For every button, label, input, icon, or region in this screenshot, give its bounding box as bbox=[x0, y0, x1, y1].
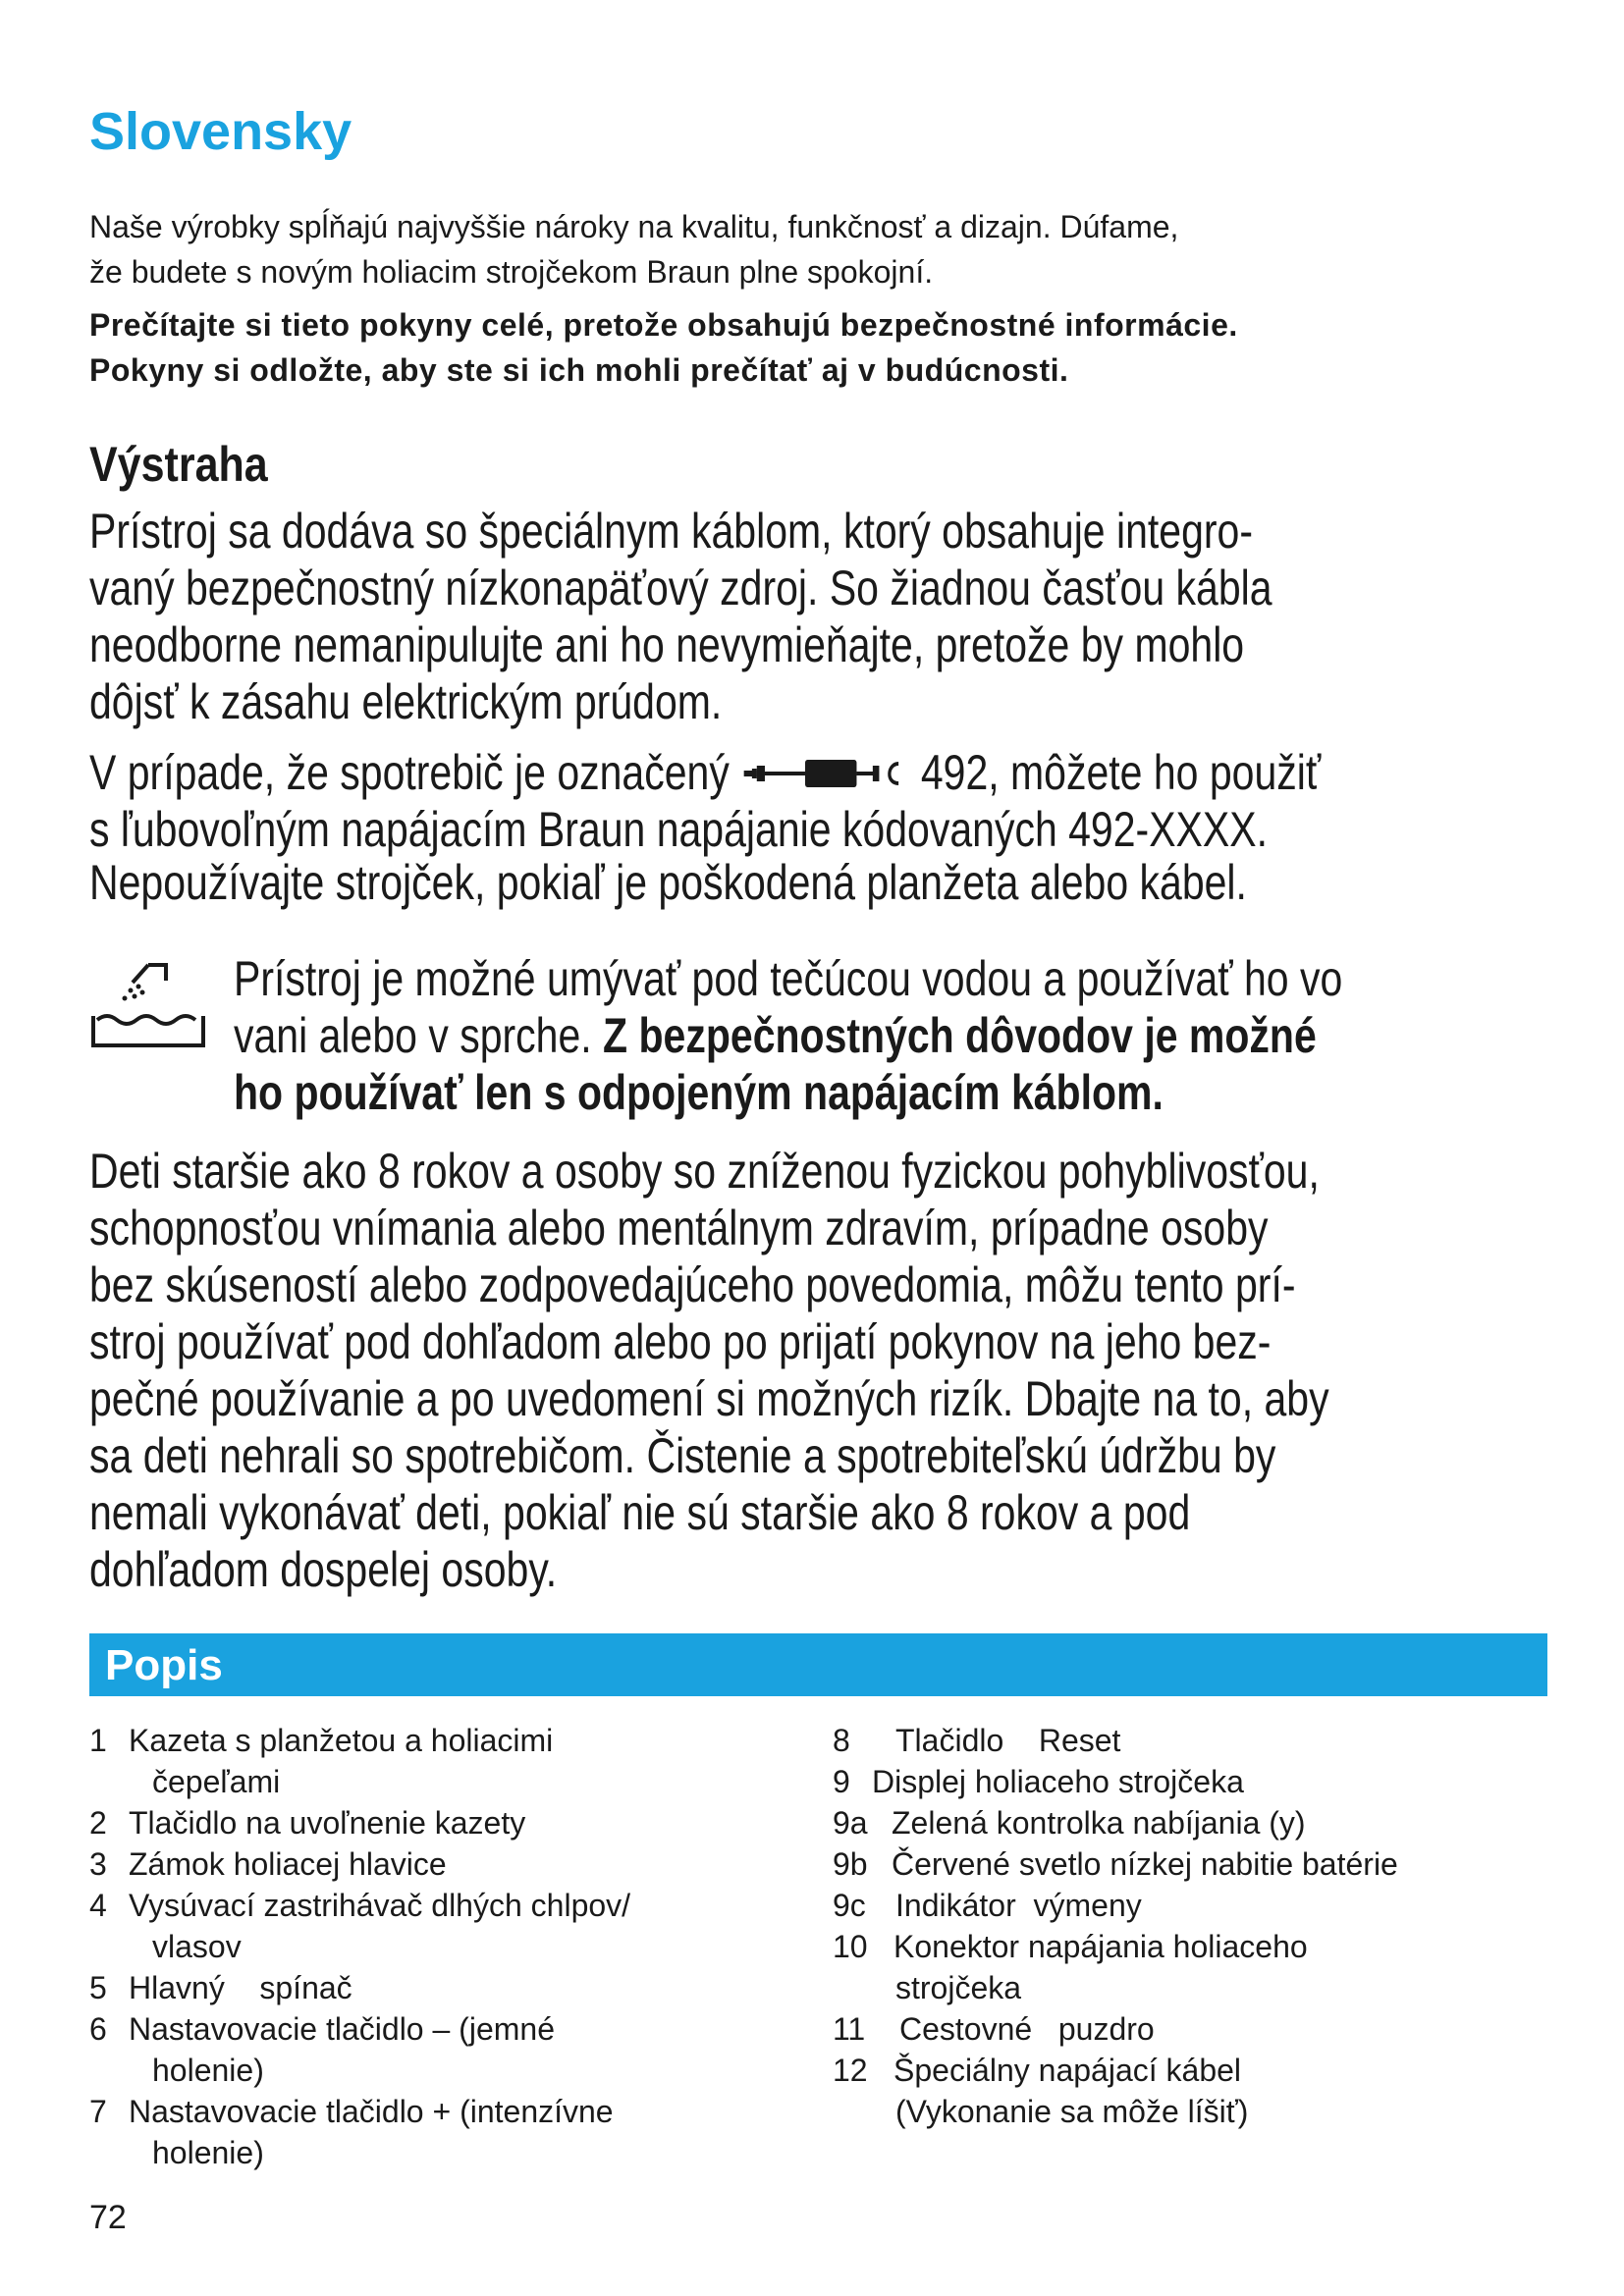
text-line: bez skúseností alebo zodpovedajúceho povedomia, môžu tento prí- bbox=[89, 1257, 1296, 1312]
part-number: 2 bbox=[89, 1805, 107, 1841]
part-label: Tlačidlo na uvoľnenie kazety bbox=[129, 1805, 526, 1841]
warning-paragraph-4 bbox=[234, 950, 1342, 1121]
part-number: 9c bbox=[833, 1888, 866, 1923]
text-segment: V prípade, že spotrebič je označený bbox=[89, 745, 730, 800]
text-line: Prístroj je možné umývať pod tečúcou vodou a používať ho vo bbox=[234, 951, 1343, 1006]
intro-bold-text bbox=[89, 302, 1523, 393]
text-line: stroj používať pod dohľadom alebo po prijatí pokynov na jeho bez- bbox=[89, 1314, 1272, 1369]
part-label-continued: holenie) bbox=[152, 2053, 264, 2088]
part-number: 9b bbox=[833, 1846, 868, 1882]
part-item bbox=[833, 1885, 1398, 1926]
part-number: 3 bbox=[89, 1846, 107, 1882]
part-label: Červené svetlo nízkej nabitie batérie bbox=[892, 1846, 1398, 1882]
part-number: 12 bbox=[833, 2053, 868, 2088]
part-item bbox=[89, 2008, 630, 2091]
part-label-continued: (Vykonanie sa môže líšiť) bbox=[895, 2094, 1249, 2129]
part-item bbox=[89, 1967, 630, 2008]
intro-bold-line: Prečítajte si tieto pokyny celé, pretože obsahujú bezpečnostné informácie. bbox=[89, 307, 1238, 343]
part-label-continued: strojčeka bbox=[895, 1970, 1022, 2005]
part-item bbox=[833, 1843, 1398, 1885]
part-label-continued: čepeľami bbox=[152, 1764, 281, 1799]
part-item bbox=[833, 2050, 1398, 2132]
text-line: s ľubovoľným napájacím Braun napájanie kódovaných 492-XXXX. bbox=[89, 802, 1268, 857]
text-line: sa deti nehrali so spotrebičom. Čistenie a spotrebiteľskú údržbu by bbox=[89, 1428, 1276, 1483]
text-line: pečné používanie a po uvedomení si možných rizík. Dbajte na to, aby bbox=[89, 1371, 1329, 1426]
part-number: 9a bbox=[833, 1805, 868, 1841]
section-header-bar bbox=[89, 1633, 1547, 1696]
part-number: 8 bbox=[833, 1723, 850, 1758]
bold-text-segment: ho používať len s odpojeným napájacím káblom. bbox=[234, 1065, 1164, 1120]
part-label: Zelená kontrolka nabíjania (y) bbox=[892, 1805, 1306, 1841]
part-label-continued: holenie) bbox=[152, 2135, 264, 2170]
part-number: 7 bbox=[89, 2094, 107, 2129]
page-number: 72 bbox=[89, 2199, 127, 2236]
part-label: Vysúvací zastrihávač dlhých chlpov/ bbox=[129, 1888, 631, 1923]
intro-line: že budete s novým holiacim strojčekom Braun plne spokojní. bbox=[89, 254, 934, 290]
part-item bbox=[833, 1926, 1398, 2008]
part-label: Špeciálny napájací kábel bbox=[893, 2053, 1242, 2088]
part-label: Zámok holiacej hlavice bbox=[129, 1846, 447, 1882]
part-number: 5 bbox=[89, 1970, 107, 2005]
part-item bbox=[833, 1802, 1398, 1843]
intro-text bbox=[89, 204, 1484, 294]
part-label: Konektor napájania holiaceho bbox=[893, 1929, 1308, 1964]
part-item bbox=[833, 1720, 1398, 1761]
text-line: dôjsť k zásahu elektrickým prúdom. bbox=[89, 674, 723, 729]
part-number: 1 bbox=[89, 1723, 107, 1758]
washable-shower-icon bbox=[87, 957, 209, 1051]
part-number: 9 bbox=[833, 1764, 850, 1799]
part-label: Hlavný spínač bbox=[129, 1970, 352, 2005]
power-cord-icon bbox=[740, 754, 909, 793]
text-line: Nepoužívajte strojček, pokiaľ je poškodená planžeta alebo kábel. bbox=[89, 855, 1247, 910]
warning-paragraph-1 bbox=[89, 503, 1272, 730]
section-heading: Popis bbox=[105, 1641, 223, 1689]
part-label: Nastavovacie tlačidlo + (intenzívne bbox=[129, 2094, 614, 2129]
text-line: Prístroj sa dodáva so špeciálnym káblom, ktorý obsahuje integro- bbox=[89, 504, 1254, 559]
parts-list-right bbox=[833, 1720, 1398, 2132]
part-item bbox=[89, 2091, 630, 2173]
part-label: Nastavovacie tlačidlo – (jemné bbox=[129, 2011, 555, 2047]
text-line: neodborne nemanipulujte ani ho nevymieňajte, pretože by mohlo bbox=[89, 617, 1245, 672]
text-line: Deti staršie ako 8 rokov a osoby so zníženou fyzickou pohyblivosťou, bbox=[89, 1144, 1320, 1199]
part-label: Indikátor výmeny bbox=[895, 1888, 1142, 1923]
warning-paragraph-2 bbox=[89, 744, 1321, 858]
text-segment: 492, môžete ho použiť bbox=[920, 745, 1322, 800]
part-label: Tlačidlo Reset bbox=[895, 1723, 1121, 1758]
part-item bbox=[833, 2008, 1398, 2050]
text-line bbox=[234, 1064, 1342, 1121]
part-item bbox=[89, 1720, 630, 1802]
text-line: vaný bezpečnostný nízkonapäťový zdroj. So žiadnou časťou kábla bbox=[89, 561, 1272, 615]
part-label: Displej holiaceho strojčeka bbox=[872, 1764, 1244, 1799]
parts-list-left bbox=[89, 1720, 630, 2173]
part-number: 11 bbox=[833, 2011, 866, 2047]
part-item bbox=[89, 1843, 630, 1885]
warning-paragraph-3 bbox=[89, 854, 1247, 911]
intro-bold-line: Pokyny si odložte, aby ste si ich mohli prečítať aj v budúcnosti. bbox=[89, 352, 1069, 388]
text-line: dohľadom dospelej osoby. bbox=[89, 1542, 558, 1597]
text-line bbox=[234, 1007, 1342, 1064]
part-number: 10 bbox=[833, 1929, 868, 1964]
part-item bbox=[89, 1885, 630, 1967]
language-title: Slovensky bbox=[89, 102, 352, 161]
part-item bbox=[89, 1802, 630, 1843]
part-item bbox=[833, 1761, 1398, 1802]
part-number: 6 bbox=[89, 2011, 107, 2047]
part-number: 4 bbox=[89, 1888, 107, 1923]
text-segment: vani alebo v sprche. bbox=[234, 1008, 592, 1063]
text-line: schopnosťou vnímania alebo mentálnym zdravím, prípadne osoby bbox=[89, 1201, 1269, 1255]
part-label-continued: vlasov bbox=[152, 1929, 242, 1964]
part-label: Kazeta s planžetou a holiacimi bbox=[129, 1723, 554, 1758]
part-label: Cestovné puzdro bbox=[899, 2011, 1155, 2047]
text-line bbox=[89, 744, 1321, 801]
intro-line: Naše výrobky spĺňajú najvyššie nároky na kvalitu, funkčnosť a dizajn. Dúfame, bbox=[89, 209, 1179, 244]
bold-text-segment: Z bezpečnostných dôvodov je možné bbox=[603, 1008, 1317, 1063]
warning-paragraph-5 bbox=[89, 1143, 1329, 1598]
warning-heading: Výstraha bbox=[89, 437, 268, 492]
text-line: nemali vykonávať deti, pokiaľ nie sú staršie ako 8 rokov a pod bbox=[89, 1485, 1191, 1540]
